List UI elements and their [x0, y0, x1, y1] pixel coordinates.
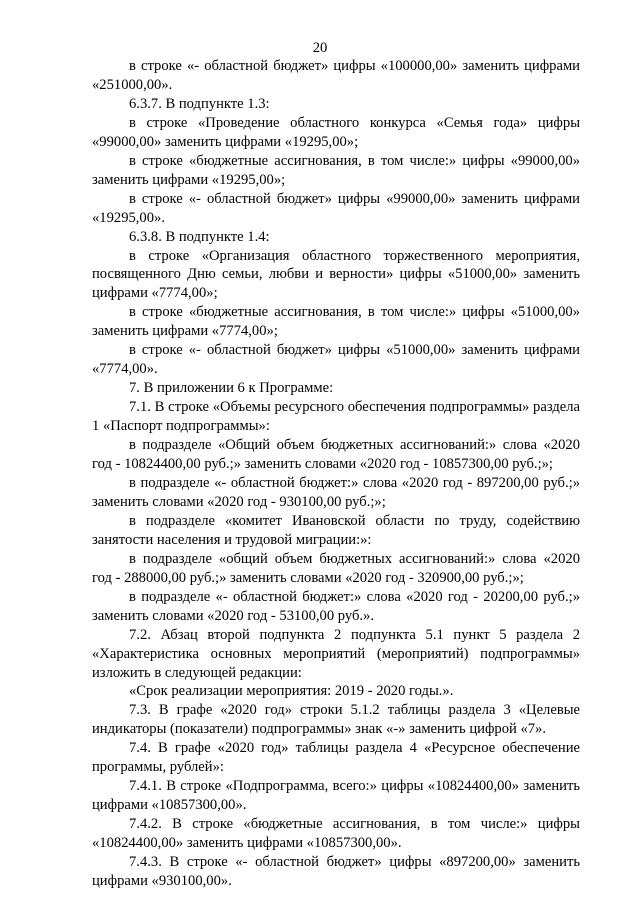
paragraph: в подразделе «комитет Ивановской области по труду, содействию занятости населения и трудовой миграции:»: [92, 512, 580, 548]
paragraph: 7.4. В графе «2020 год» таблицы раздела 4 «Ресурсное обеспечение программы, рублей»: [92, 740, 580, 776]
paragraph: 7.4.1. В строке «Подпрограмма, всего:» цифры «10824400,00» заменить цифрами «10857300,00». [92, 778, 580, 814]
paragraph: в строке «- областной бюджет» цифры «51000,00» заменить цифрами «7774,00». [92, 342, 580, 378]
paragraph: в подразделе «общий объем бюджетных ассигнований:» слова «2020 год - 288000,00 руб.;» заменить словами «2020 год - 320900,00 руб.;»; [92, 550, 580, 586]
page-number: 20 [312, 40, 328, 56]
paragraph: 7.2. Абзац второй подпункта 2 подпункта 5.1 пункт 5 раздела 2 «Характеристика основных мероприятий (мероприятий) подпрограммы» изложить в следующей редакции: [92, 626, 580, 681]
paragraph: «Срок реализации мероприятия: 2019 - 2020 годы.». [129, 683, 454, 700]
paragraph: в подразделе «- областной бюджет:» слова «2020 год - 20200,00 руб.;» заменить словами «2020 год - 53100,00 руб.». [92, 588, 580, 624]
paragraph: в подразделе «- областной бюджет:» слова «2020 год - 897200,00 руб.;» заменить словами «2020 год - 930100,00 руб.;»; [92, 474, 580, 510]
paragraph: в строке «бюджетные ассигнования, в том числе:» цифры «51000,00» заменить цифрами «7774,00»; [92, 304, 580, 340]
paragraph: 7.4.2. В строке «бюджетные ассигнования, в том числе:» цифры «10824400,00» заменить цифрами «10857300,00». [92, 816, 580, 852]
document-body [92, 57, 580, 891]
paragraph: в строке «бюджетные ассигнования, в том числе:» цифры «99000,00» заменить цифрами «19295,00»; [92, 152, 580, 188]
paragraph: в строке «- областной бюджет» цифры «99000,00» заменить цифрами «19295,00». [92, 190, 580, 226]
paragraph: в строке «Проведение областного конкурса «Семья года» цифры «99000,00» заменить цифрами «19295,00»; [92, 114, 580, 150]
paragraph: 7. В приложении 6 к Программе: [129, 380, 334, 397]
paragraph: 6.3.8. В подпункте 1.4: [129, 228, 270, 245]
paragraph: 6.3.7. В подпункте 1.3: [129, 95, 270, 112]
paragraph: в строке «Организация областного торжественного мероприятия, посвященного Дню семьи, любви и верности» цифры «51000,00» заменить цифрами «7774,00»; [92, 247, 580, 302]
paragraph: в строке «- областной бюджет» цифры «100000,00» заменить цифрами «251000,00». [92, 58, 580, 93]
paragraph: 7.1. В строке «Объемы ресурсного обеспечения подпрограммы» раздела 1 «Паспорт подпрограммы»: [92, 399, 580, 435]
paragraph: в подразделе «Общий объем бюджетных ассигнований:» слова «2020 год - 10824400,00 руб.;» заменить словами «2020 год - 10857300,00 руб.;»; [92, 437, 580, 473]
paragraph: 7.4.3. В строке «- областной бюджет» цифры «897200,00» заменить цифрами «930100,00». [92, 854, 580, 889]
paragraph: 7.3. В графе «2020 год» строки 5.1.2 таблицы раздела 3 «Целевые индикаторы (показатели) подпрограммы» знак «-» заменить цифрой «7». [92, 702, 580, 738]
